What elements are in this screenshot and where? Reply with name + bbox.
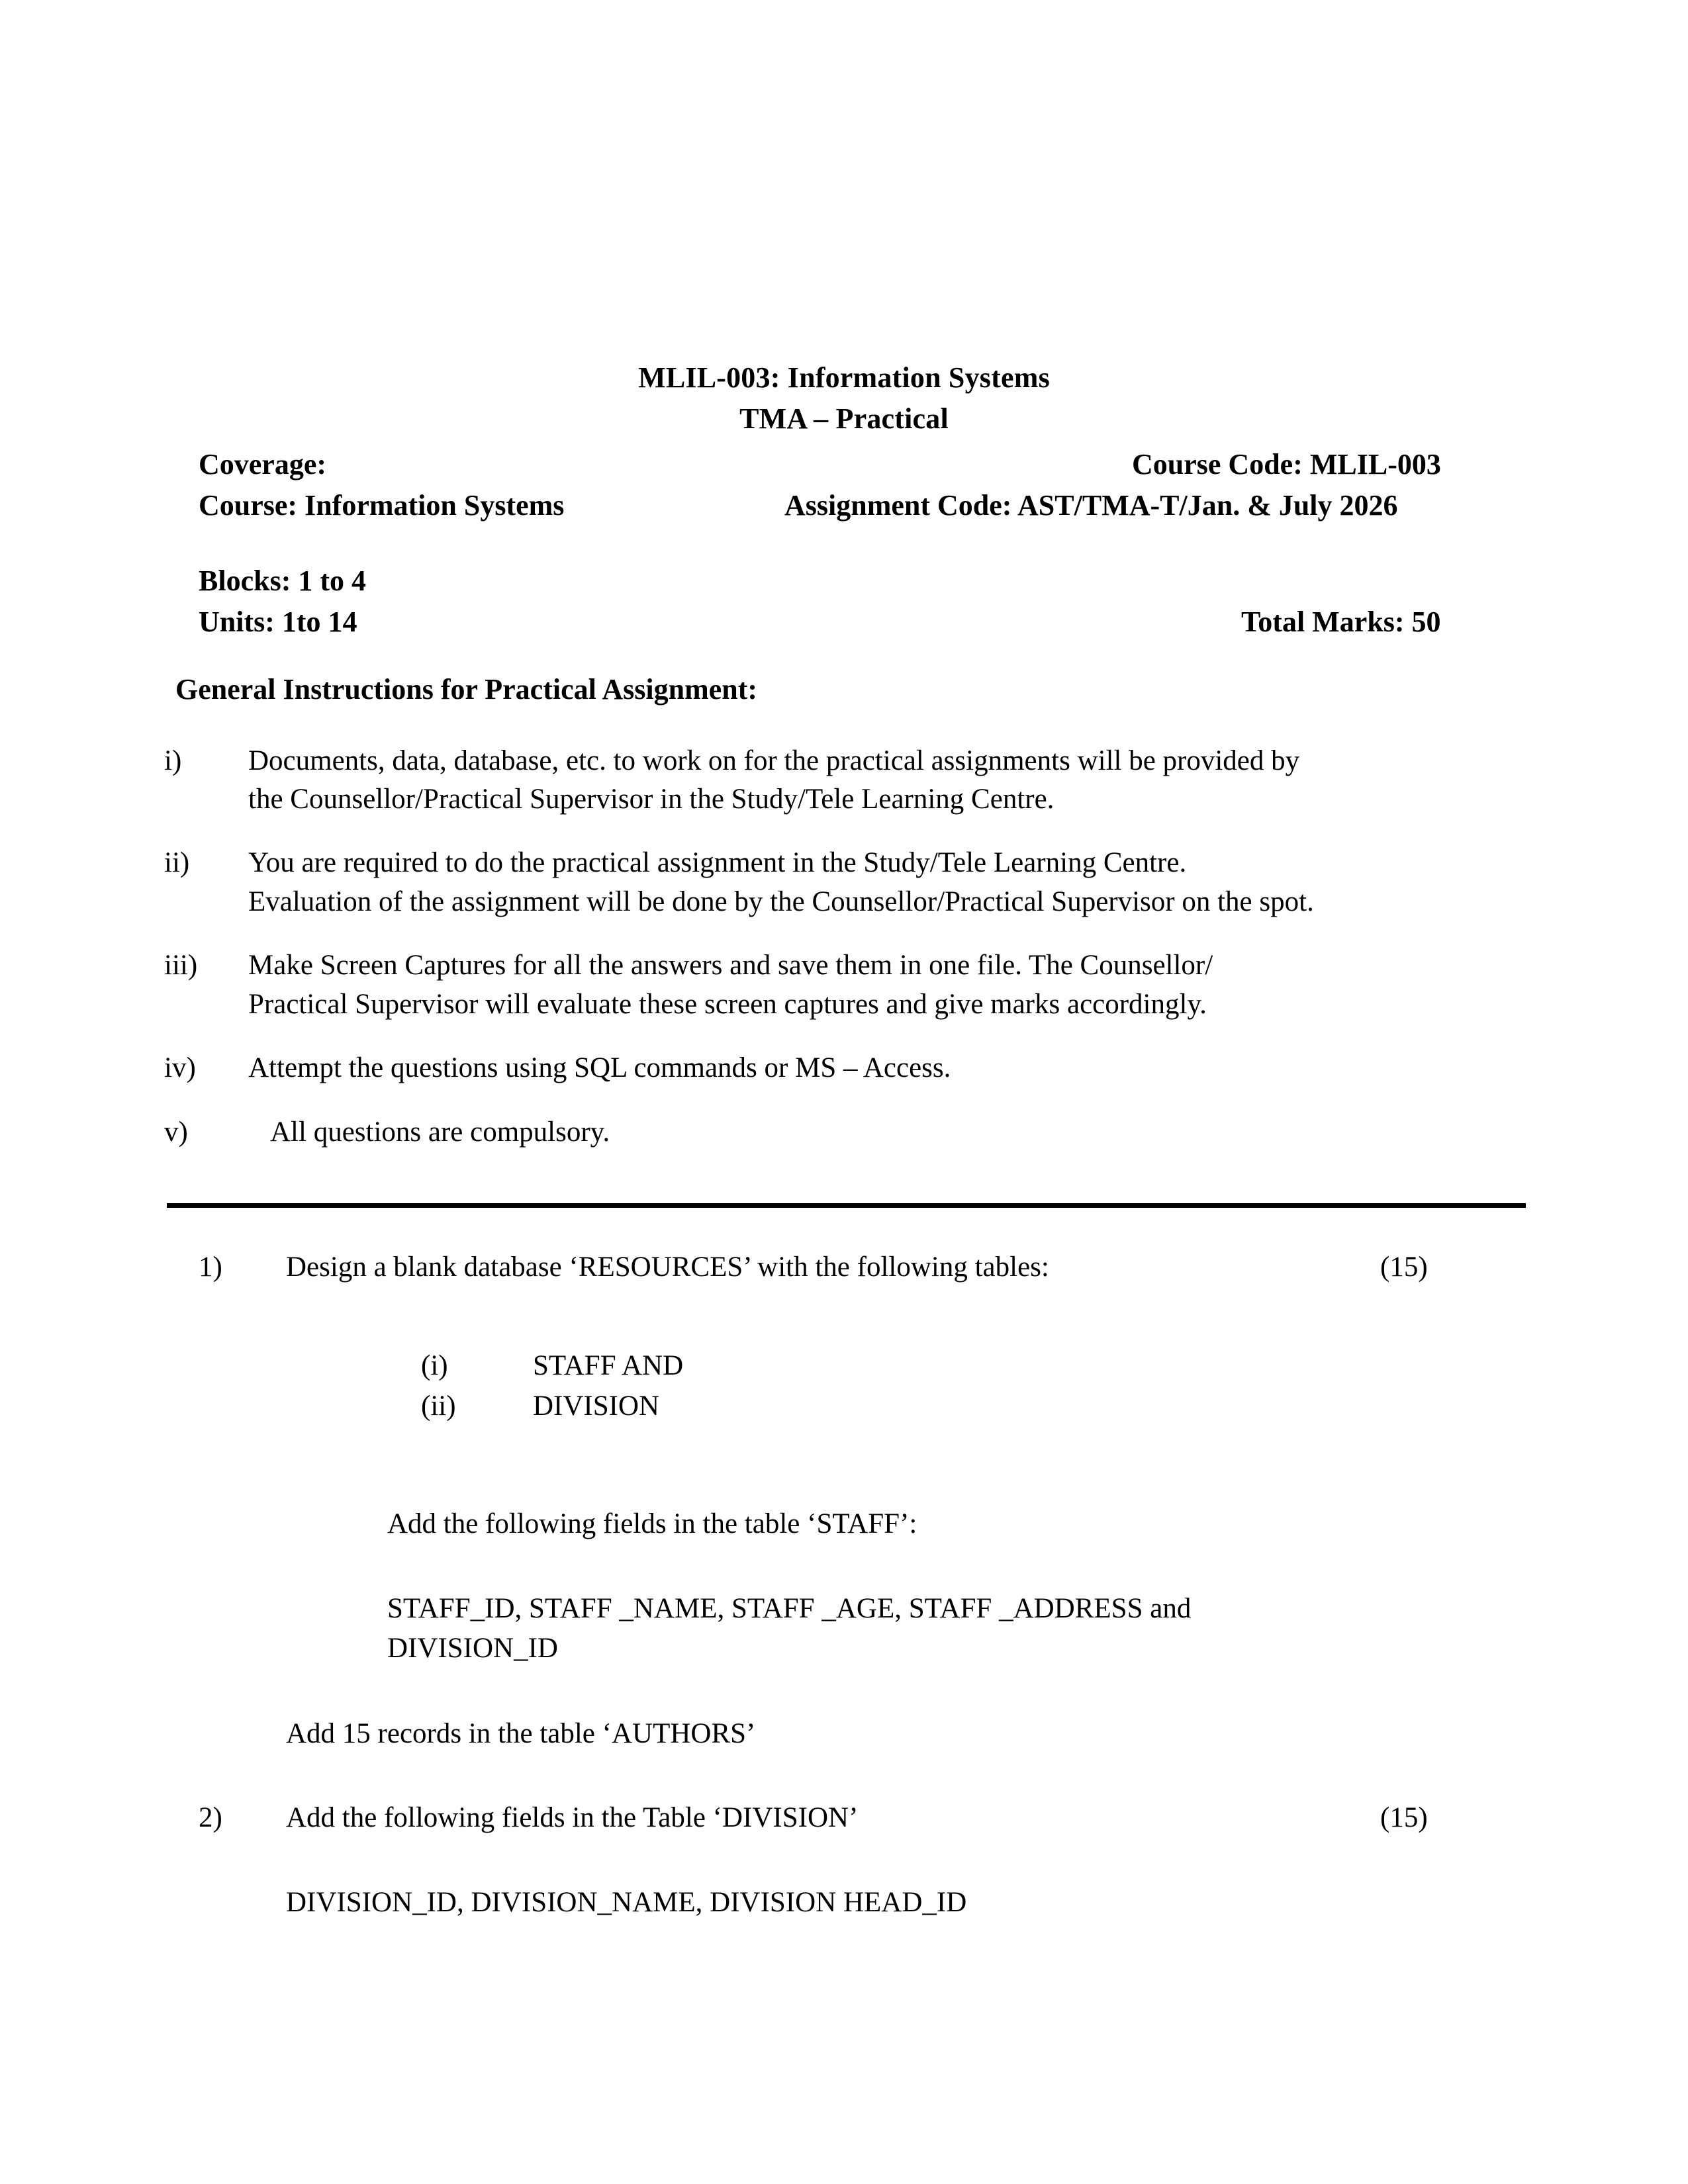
assignment-code: Assignment Code: AST/TMA-T/Jan. & July 2026 bbox=[784, 488, 1398, 522]
instruction-item bbox=[0, 742, 1688, 819]
spacer bbox=[0, 1753, 1688, 1798]
spacer bbox=[0, 1838, 1688, 1883]
spacer bbox=[0, 1426, 1688, 1504]
instructions-list bbox=[0, 742, 1688, 1152]
instruction-line: All questions are compulsory. bbox=[270, 1116, 610, 1148]
sub-list-marker: (ii) bbox=[421, 1390, 456, 1422]
instruction-marker: i) bbox=[164, 745, 182, 776]
instruction-item bbox=[0, 946, 1688, 1024]
questions-section bbox=[0, 1248, 1688, 1922]
instruction-text bbox=[248, 1049, 1688, 1087]
coverage-label: Coverage: bbox=[199, 447, 327, 480]
instruction-item bbox=[0, 1049, 1688, 1087]
instruction-item bbox=[0, 1113, 1688, 1152]
field-line: DIVISION_ID bbox=[387, 1633, 558, 1664]
question-text: Design a blank database ‘RESOURCES’ with the following tables: bbox=[286, 1251, 1049, 1283]
total-marks: Total Marks: 50 bbox=[1241, 605, 1441, 638]
instruction-line: Documents, data, database, etc. to work on for the practical assignments will be provided by bbox=[248, 745, 1300, 776]
question-marks: (15) bbox=[1380, 1251, 1428, 1283]
section-divider bbox=[167, 1203, 1526, 1208]
meta-row-coverage bbox=[0, 444, 1688, 485]
sub-list-marker: (i) bbox=[421, 1350, 448, 1381]
instruction-text bbox=[270, 1113, 1688, 1152]
question-marker: 1) bbox=[199, 1251, 222, 1283]
question-1-fields-intro: Add the following fields in the table ‘STAFF’: bbox=[387, 1508, 917, 1540]
instruction-line: Make Screen Captures for all the answers and save them in one file. The Counsellor/ bbox=[248, 950, 1213, 981]
instruction-text bbox=[248, 844, 1688, 921]
instruction-line: Attempt the questions using SQL commands or MS – Access. bbox=[248, 1052, 951, 1084]
instruction-marker: iv) bbox=[164, 1052, 196, 1084]
meta-row-course bbox=[0, 485, 1688, 526]
header-meta bbox=[0, 444, 1688, 643]
instruction-marker: v) bbox=[164, 1116, 188, 1148]
sub-list-label: STAFF AND bbox=[533, 1350, 684, 1381]
instruction-text bbox=[248, 946, 1688, 1024]
title-line-course: MLIL-003: Information Systems bbox=[638, 361, 1050, 394]
question-text: Add the following fields in the Table ‘DIVISION’ bbox=[286, 1801, 859, 1833]
sub-list-item bbox=[421, 1345, 1688, 1386]
course-label: Course: Information Systems bbox=[199, 488, 565, 522]
instruction-line: Practical Supervisor will evaluate these screen captures and give marks accordingly. bbox=[248, 988, 1207, 1020]
question-marker: 2) bbox=[199, 1801, 222, 1833]
blocks-label: Blocks: 1 to 4 bbox=[199, 564, 366, 597]
meta-spacer bbox=[0, 526, 1688, 561]
title-line-tma: TMA – Practical bbox=[739, 402, 949, 435]
question-1-sub-list bbox=[0, 1345, 1688, 1426]
instructions-heading: General Instructions for Practical Assignment: bbox=[175, 672, 758, 705]
instruction-text bbox=[248, 742, 1688, 819]
question-1-fields bbox=[0, 1589, 1688, 1668]
question-marks: (15) bbox=[1380, 1801, 1428, 1833]
spacer bbox=[0, 1544, 1688, 1589]
question-item-2 bbox=[0, 1798, 1688, 1838]
question-1-records-note: Add 15 records in the table ‘AUTHORS’ bbox=[286, 1717, 756, 1749]
instruction-line: Evaluation of the assignment will be done by the Counsellor/Practical Supervisor on the spot. bbox=[248, 886, 1314, 917]
field-line: DIVISION_ID, DIVISION_NAME, DIVISION HEAD_ID bbox=[286, 1886, 967, 1918]
units-label: Units: 1to 14 bbox=[199, 605, 357, 638]
instruction-line: the Counsellor/Practical Supervisor in the Study/Tele Learning Centre. bbox=[248, 784, 1055, 815]
question-item-1 bbox=[0, 1248, 1688, 1287]
meta-row-units bbox=[0, 602, 1688, 643]
meta-row-blocks bbox=[0, 561, 1688, 602]
sub-list-label: DIVISION bbox=[533, 1390, 660, 1422]
field-line: STAFF_ID, STAFF _NAME, STAFF _AGE, STAFF _ADDRESS and bbox=[387, 1593, 1192, 1625]
course-code: Course Code: MLIL-003 bbox=[1132, 447, 1441, 480]
instruction-item bbox=[0, 844, 1688, 921]
sub-list-item bbox=[421, 1386, 1688, 1426]
instruction-marker: ii) bbox=[164, 847, 190, 879]
instruction-line: You are required to do the practical assignment in the Study/Tele Learning Centre. bbox=[248, 847, 1187, 879]
spacer bbox=[0, 1669, 1688, 1714]
question-2-fields bbox=[0, 1883, 1688, 1922]
instruction-marker: iii) bbox=[164, 950, 198, 981]
document-title bbox=[0, 357, 1688, 440]
